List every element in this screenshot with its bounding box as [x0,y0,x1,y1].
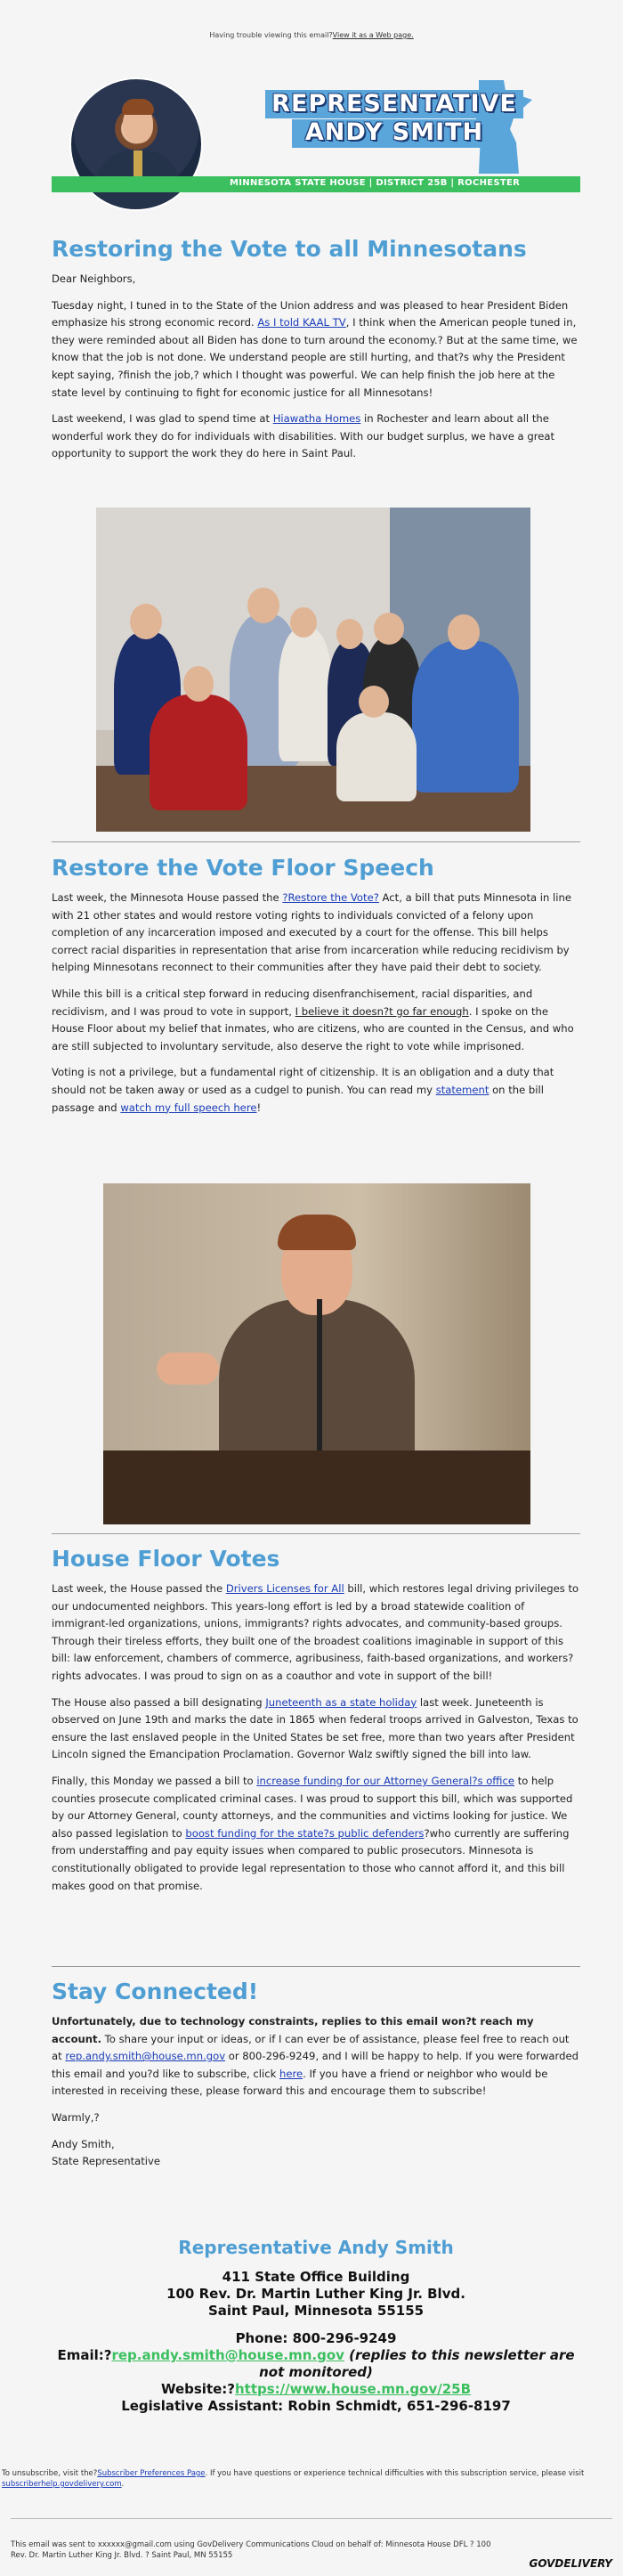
paragraph: Tuesday night, I tuned in to the State of the Union address and was pleased to hear President Biden emphasize his strong economic record. As I told KAAL TV, I think when the American people tuned in, they were reminded about all Biden has done to turn around the economy.? But at the same time, we know that the job is not done. We understand people are still hurting, and that?s why the President kept saying, ?finish the job,? which I thought was powerful. We can help finish the job here at the state level by continuing to fight for economic justice for all Minnesotans! [52,298,578,399]
section-restoring-vote [52,236,580,463]
section-stay-connected [52,1979,580,2171]
banner-title [265,90,523,147]
web-view-notice [0,0,623,45]
paragraph: Unfortunately, due to technology constraints, replies to this email won?t reach my account. To share your input or ideas, or if I can ever be of assistance, please feel free to reach out at rep.andy.smith@house.mn.gov or 800-296-9249, and I will be happy to help. If you were forwarded this email and you?d like to subscribe, click here. If you have a friend or neighbor who would be interested in receiving these, please forward this and encourage them to subscribe! [52,2015,578,2098]
statement-link[interactable]: statement [435,1083,490,1096]
signature-title: State Representative [52,2155,160,2168]
subscriber-preferences-link[interactable]: Subscriber Preferences Page [97,2469,206,2478]
unsubscribe-text: To unsubscribe, visit the?Subscriber Preferences Page. If you have questions or experience technical difficulties with this subscription service, please visit subscriberhelp.govdelivery.com. [2,2469,585,2489]
signature-name: Andy Smith, [52,2137,115,2150]
sent-to-text: This email was sent to xxxxxx@gmail.com using GovDelivery Communications Cloud on behalf of: Minnesota House DFL ? 100 Rev. Dr. Martin Luther King Jr. Blvd. ? Saint Paul, MN 55155 [11,2540,491,2560]
paragraph: Last week, the Minnesota House passed the ?Restore the Vote? Act, a bill that puts Minnesota in line with 21 other states and would restore voting rights to individuals convicted of a felony upon completion of any incarceration imposed and executed by a court for the offense. This bill helps correct racial disparities in representation that arise from incarceration while reducing recidivism by helping Minnesotans reconnect to their communities after they have paid their debt to society. [52,891,571,974]
section-floor-speech [52,855,580,1117]
contact-name: Representative Andy Smith [178,2237,454,2258]
watch-speech-link[interactable]: watch my full speech here [120,1101,257,1114]
underlined-text: I believe it doesn?t go far enough [295,1004,469,1018]
phone: Phone: 800-296-9249 [235,2330,397,2346]
city-address: Saint Paul, Minnesota 55155 [207,2303,425,2319]
office-address: 411 State Office Building [222,2269,410,2285]
section-title: Restore the Vote Floor Speech [52,855,434,881]
kaal-tv-link[interactable]: As I told KAAL TV [257,316,346,329]
section-title: Stay Connected! [52,1979,259,2004]
street-address: 100 Rev. Dr. Martin Luther King Jr. Blvd. [166,2286,465,2302]
section-house-floor-votes [52,1546,580,1895]
banner-name-line1: REPRESENTATIVE [271,90,517,118]
header-banner [52,73,580,215]
banner-name-line2: ANDY SMITH [304,118,484,146]
website-link[interactable]: https://www.house.mn.gov/25B [235,2381,472,2397]
paragraph: Voting is not a privilege, but a fundamental right of citizenship. It is an obligation and a duty that should not be taken away or used as a cudgel to punish. You can read my statement on the bill passage and watch my full speech here! [52,1066,554,1114]
drivers-licenses-link[interactable]: Drivers Licenses for All [225,1582,344,1595]
banner-subtitle: MINNESOTA STATE HOUSE | DISTRICT 25B | ROCHESTER [230,178,521,188]
email-link[interactable]: rep.andy.smith@house.mn.gov [65,2050,226,2063]
greeting: Dear Neighbors, [52,272,136,285]
paragraph: Last weekend, I was glad to spend time at Hiawatha Homes in Rochester and learn about all the wonderful work they do for individuals with disabilities. With our budget surplus, we have a great opportunity to support the work they do here in Saint Paul. [52,412,554,460]
notice-text: Having trouble viewing this email? [209,31,333,39]
divider [52,1533,580,1534]
paragraph: Finally, this Monday we passed a bill to increase funding for our Attorney General?s office to help counties prosecute complicated criminal cases. I was proud to support this bill, which was supported by our Attorney General, county attorneys, and the communities and victims looking for justice. We also passed legislation to boost funding for the state?s public defenders?who currently are suffering from understaffing and pay equity issues when compared to public prosecutors. Minnesota is constitutionally obligated to provide legal representation to those who cannot afford it, and this bill makes good on that promise. [52,1774,573,1892]
hiawatha-homes-link[interactable]: Hiawatha Homes [272,412,361,426]
subscriber-help-link[interactable]: subscriberhelp.govdelivery.com [2,2480,122,2489]
floor-speech-photo [103,1183,530,1524]
divider [52,841,580,842]
paragraph: The House also passed a bill designating Juneteenth as a state holiday last week. Juneteenth is observed on June 19th and marks the date in 1865 when federal troops arrived in Galveston, Texas to ensure the last enslaved people in the United States be set free, more than two years after President Lincoln signed the Emancipation Proclamation. Governor Walz swiftly signed the bill into law. [52,1695,578,1761]
juneteenth-link[interactable]: Juneteenth as a state holiday [265,1695,417,1709]
banner-subtitle-bar [52,176,580,192]
attorney-general-link[interactable]: increase funding for our Attorney General?s office [256,1774,515,1787]
contact-email-link[interactable]: rep.andy.smith@house.mn.gov [111,2347,344,2363]
email-line: Email:?rep.andy.smith@house.mn.gov (replies to this newsletter are not monitored) [57,2347,575,2380]
legislative-assistant: Legislative Assistant: Robin Schmidt, 651-296-8197 [121,2398,511,2414]
paragraph: Last week, the House passed the Drivers Licenses for All bill, which restores legal driving privileges to our undocumented neighbors. This years-long effort is led by a broad statewide coalition of immigrant-led organizations, unions, immigrants? rights advocates, and community-based groups. Through their tireless efforts, they built one of the broadest coalitions imaginable in support of this bill: law enforcement, chambers of commerce, agribusiness, faith-based organizations, and workers? rights advocates. I was proud to sign on as a coauthor and vote in support of the bill! [52,1582,579,1682]
govdelivery-logo: GOVDELIVERY [529,2557,612,2570]
divider [52,1966,580,1967]
section-title: House Floor Votes [52,1546,280,1572]
hiawatha-homes-group-photo [96,508,530,832]
restore-the-vote-link[interactable]: ?Restore the Vote? [282,891,379,904]
paragraph: While this bill is a critical step forward in reducing disenfranchisement, racial disparities, and recidivism, and I was proud to vote in support, I believe it doesn?t go far enough. I spoke on the House Floor about my belief that inmates, who are citizens, who are counted in the Census, and who are still subjected to involuntary servitude, also deserve the right to vote while imprisoned. [52,987,574,1052]
website-line: Website:?https://www.house.mn.gov/25B [160,2381,472,2397]
section-title: Restoring the Vote to all Minnesotans [52,236,527,262]
public-defenders-link[interactable]: boost funding for the state?s public defenders [185,1826,425,1840]
web-view-link[interactable]: View it as a Web page. [332,31,414,39]
subscribe-link[interactable]: here [279,2067,303,2080]
contact-block [52,2237,580,2415]
closing: Warmly,? [52,2110,100,2124]
notice-bold: Unfortunately, due to technology constraints, replies to this email won?t reach my account. [52,2015,534,2045]
